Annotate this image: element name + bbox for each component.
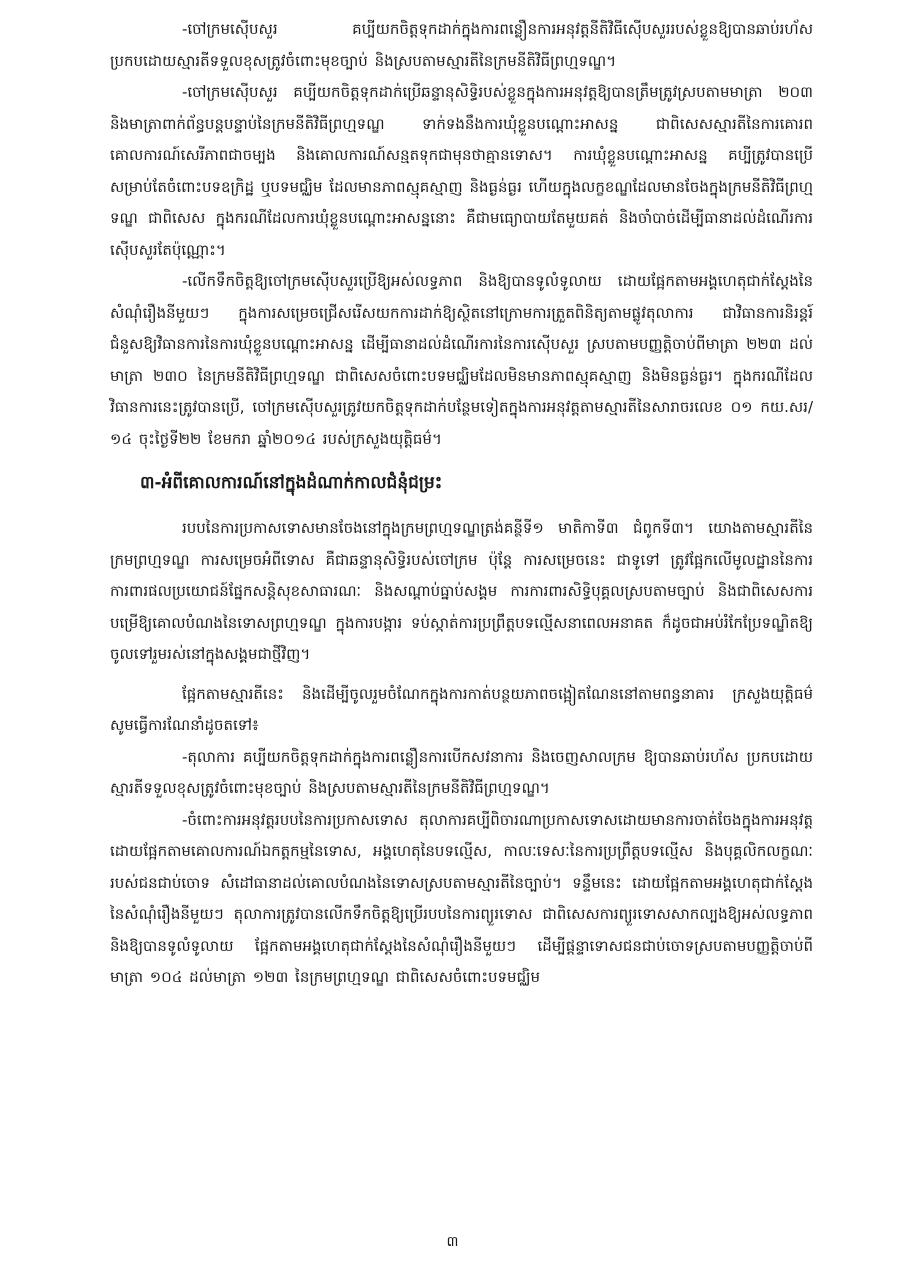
page-number: ៣ (446, 1234, 459, 1250)
paragraph-provisional-detention: -ចៅក្រមស៊ើបសួរ គប្បីយកចិត្តទុកដាក់ប្រើឆន្ទានុសិទ្ធិរបស់ខ្លួនក្នុងការអនុវត្តឱ្យបានត្រឹមត្រូវស្របតាមមាត្រា ២០៣ និងមាត្រាពាក់ព័ន្ធបន្តបន្ទាប់នៃក្រមនីតិវិធីព្រហ្មទណ្ឌ ទាក់ទងនឹងការឃុំខ្លួនបណ្តោះអាសន្ន ជាពិសេសស្មារតីនៃការគោរពគោលការណ៍សេរីភាពជាចម្បង និងគោលការណ៍សន្មតទុកជាមុនថាគ្មានទោស។ ការឃុំខ្លួនបណ្តោះអាសន្ន គប្បីត្រូវបានប្រើសម្រាប់តែចំពោះបទឧក្រិដ្ឋ ឬបទមជ្ឈិម ដែលមានភាពស្មុគស្មាញ និងធ្ងន់ធ្ងរ ហើយក្នុងលក្ខខណ្ឌដែលមានចែងក្នុងក្រមនីតិវិធីព្រហ្មទណ្ឌ ជាពិសេស ក្នុងករណីដែលការឃុំខ្លួនបណ្តោះអាសន្ននោះ គឺជាមធ្យោបាយតែមួយគត់ និងចាំបាច់ដើម្បីធានាដល់ដំណើរការស៊ើបសួរតែប៉ុណ្ណោះ។ (110, 83, 813, 259)
paragraph-court-speed: -តុលាការ គប្បីយកចិត្តទុកដាក់ក្នុងការពន្លឿនការបើកសវនាការ និងចេញសាលក្រម ឱ្យបានឆាប់រហ័ស ប្រកបដោយស្មារតីទទួលខុសត្រូវចំពោះមុខច្បាប់ និងស្របតាមស្មារតីនៃក្រមនីតិវិធីព្រហ្មទណ្ឌ។ (110, 747, 813, 797)
spacer (110, 671, 813, 679)
paragraph-guidance-intro: ផ្អែកតាមស្មារតីនេះ និងដើម្បីចូលរួមចំណែកក្នុងការកាត់បន្ថយភាពចង្អៀតណែននៅតាមពន្ធនាគារ ក្រសួងយុត្តិធម៌សូមធ្វើការណែនាំដូចតទៅ៖ (110, 684, 813, 734)
section-heading: ៣-អំពីគោលការណ៍នៅក្នុងដំណាក់កាលជំនុំជម្រះ (140, 473, 443, 493)
paragraph-sentencing-regime: របបនៃការប្រកាសទោសមានចែងនៅក្នុងក្រមព្រហ្មទណ្ឌត្រង់គន្ថីទី១ មាតិកាទី៣ ជំពូកទី៣។ យោងតាមស្មារតីនៃក្រមព្រហ្មទណ្ឌ ការសម្រេចអំពីទោស គឺជាឆន្ទានុសិទ្ធិរបស់ចៅក្រម ប៉ុន្តែ ការសម្រេចនេះ ជាទូទៅ ត្រូវផ្អែកលើមូលដ្ឋាននៃការការពារផលប្រយោជន៍ផ្នែកសន្តិសុខសាធារណៈ និងសណ្តាប់ធ្នាប់សង្គម ការការពារសិទ្ធិបុគ្គលស្របតាមច្បាប់ និងជាពិសេសការបម្រើឱ្យគោលបំណងនៃទោសព្រហ្មទណ្ឌ ក្នុងការបង្ការ ទប់ស្កាត់ការប្រព្រឹត្តបទល្មើសនាពេលអនាគត ក៏ដូចជាអប់រំកែប្រែទណ្ឌិតឱ្យចូលទៅរួមរស់នៅក្នុងសង្គមជាថ្មីវិញ។ (110, 519, 813, 663)
spacer (110, 455, 813, 467)
paragraph-investigating-judge-speed: -ចៅក្រមស៊ើបសួរ គប្បីយកចិត្តទុកដាក់ក្នុងការពន្លឿនការអនុវត្តនីតិវិធីស៊ើបសួររបស់ខ្លួនឱ្យបានឆាប់រហ័ស ប្រកបដោយស្មារតីទទួលខុសត្រូវចំពោះមុខច្បាប់ និងស្របតាមស្មារតីនៃក្រមនីតិវិធីព្រហ្មទណ្ឌ។ (110, 20, 813, 70)
spacer (110, 499, 813, 513)
paragraph-judicial-supervision: -លើកទឹកចិត្តឱ្យចៅក្រមស៊ើបសួរប្រើឱ្យអស់លទ្ធភាព និងឱ្យបានទូលំទូលាយ ដោយផ្អែកតាមអង្គហេតុជាក់ស្តែងនៃសំណុំរឿងនីមួយៗ ក្នុងការសម្រេចជ្រើសរើសយកការដាក់ឱ្យស្ថិតនៅក្រោមការត្រួតពិនិត្យតាមផ្លូវតុលាការ ជាវិធានការនិរន្តរ៍ ជំនួសឱ្យវិធានការនៃការឃុំខ្លួនបណ្តោះអាសន្ន ដើម្បីធានាដល់ដំណើរការនៃការស៊ើបសួរ ស្របតាមបញ្ញត្តិចាប់ពីមាត្រា ២២៣ ដល់មាត្រា ២៣០ នៃក្រមនីតិវិធីព្រហ្មទណ្ឌ ជាពិសេសចំពោះបទមជ្ឈិមដែលមិនមានភាពស្មុគស្មាញ និងមិនធ្ងន់ធ្ងរ។ ក្នុងករណីដែលវិធានការនេះត្រូវបានប្រើ, ចៅក្រមស៊ើបសួរត្រូវយកចិត្តទុកដាក់បន្ថែមទៀតក្នុងការអនុវត្តតាមស្មារតីនៃសារាចរលេខ ០១ កយ.សរ/១៤ ចុះថ្ងៃទី២២ ខែមករា ឆ្នាំ២០១៤ របស់ក្រសួងយុត្តិធម៌។ (110, 272, 813, 448)
paragraph-suspended-sentence: -ចំពោះការអនុវត្តរបបនៃការប្រកាសទោស តុលាការគប្បីពិចារណាប្រកាសទោសដោយមានការចាត់ចែងក្នុងការអនុវត្ត ដោយផ្អែកតាមគោលការណ៍ឯកត្តកម្មនៃទោស, អង្គហេតុនៃបទល្មើស, កាលៈទេសៈនៃការប្រព្រឹត្តបទល្មើស និងបុគ្គលិកលក្ខណៈរបស់ជនជាប់ចោទ សំដៅធានាដល់គោលបំណងនៃទោសស្របតាមស្មារតីនៃច្បាប់។ ទន្ទឹមនេះ ដោយផ្អែកតាមអង្គហេតុជាក់ស្តែងនៃសំណុំរឿងនីមួយៗ តុលាការត្រូវបានលើកទឹកចិត្តឱ្យប្រើរបបនៃការព្យួរទោស ជាពិសេសការព្យួរទោសសាកល្បងឱ្យអស់លទ្ធភាព និងឱ្យបានទូលំទូលាយ ផ្អែកតាមអង្គហេតុជាក់ស្តែងនៃសំណុំរឿងនីមួយៗ ដើម្បីផ្តន្ទាទោសជនជាប់ចោទស្របតាមបញ្ញត្តិចាប់ពីមាត្រា ១០៤ ដល់មាត្រា ១២៣ នៃក្រមព្រហ្មទណ្ឌ ជាពិសេសចំពោះបទមជ្ឈិម (110, 810, 813, 986)
